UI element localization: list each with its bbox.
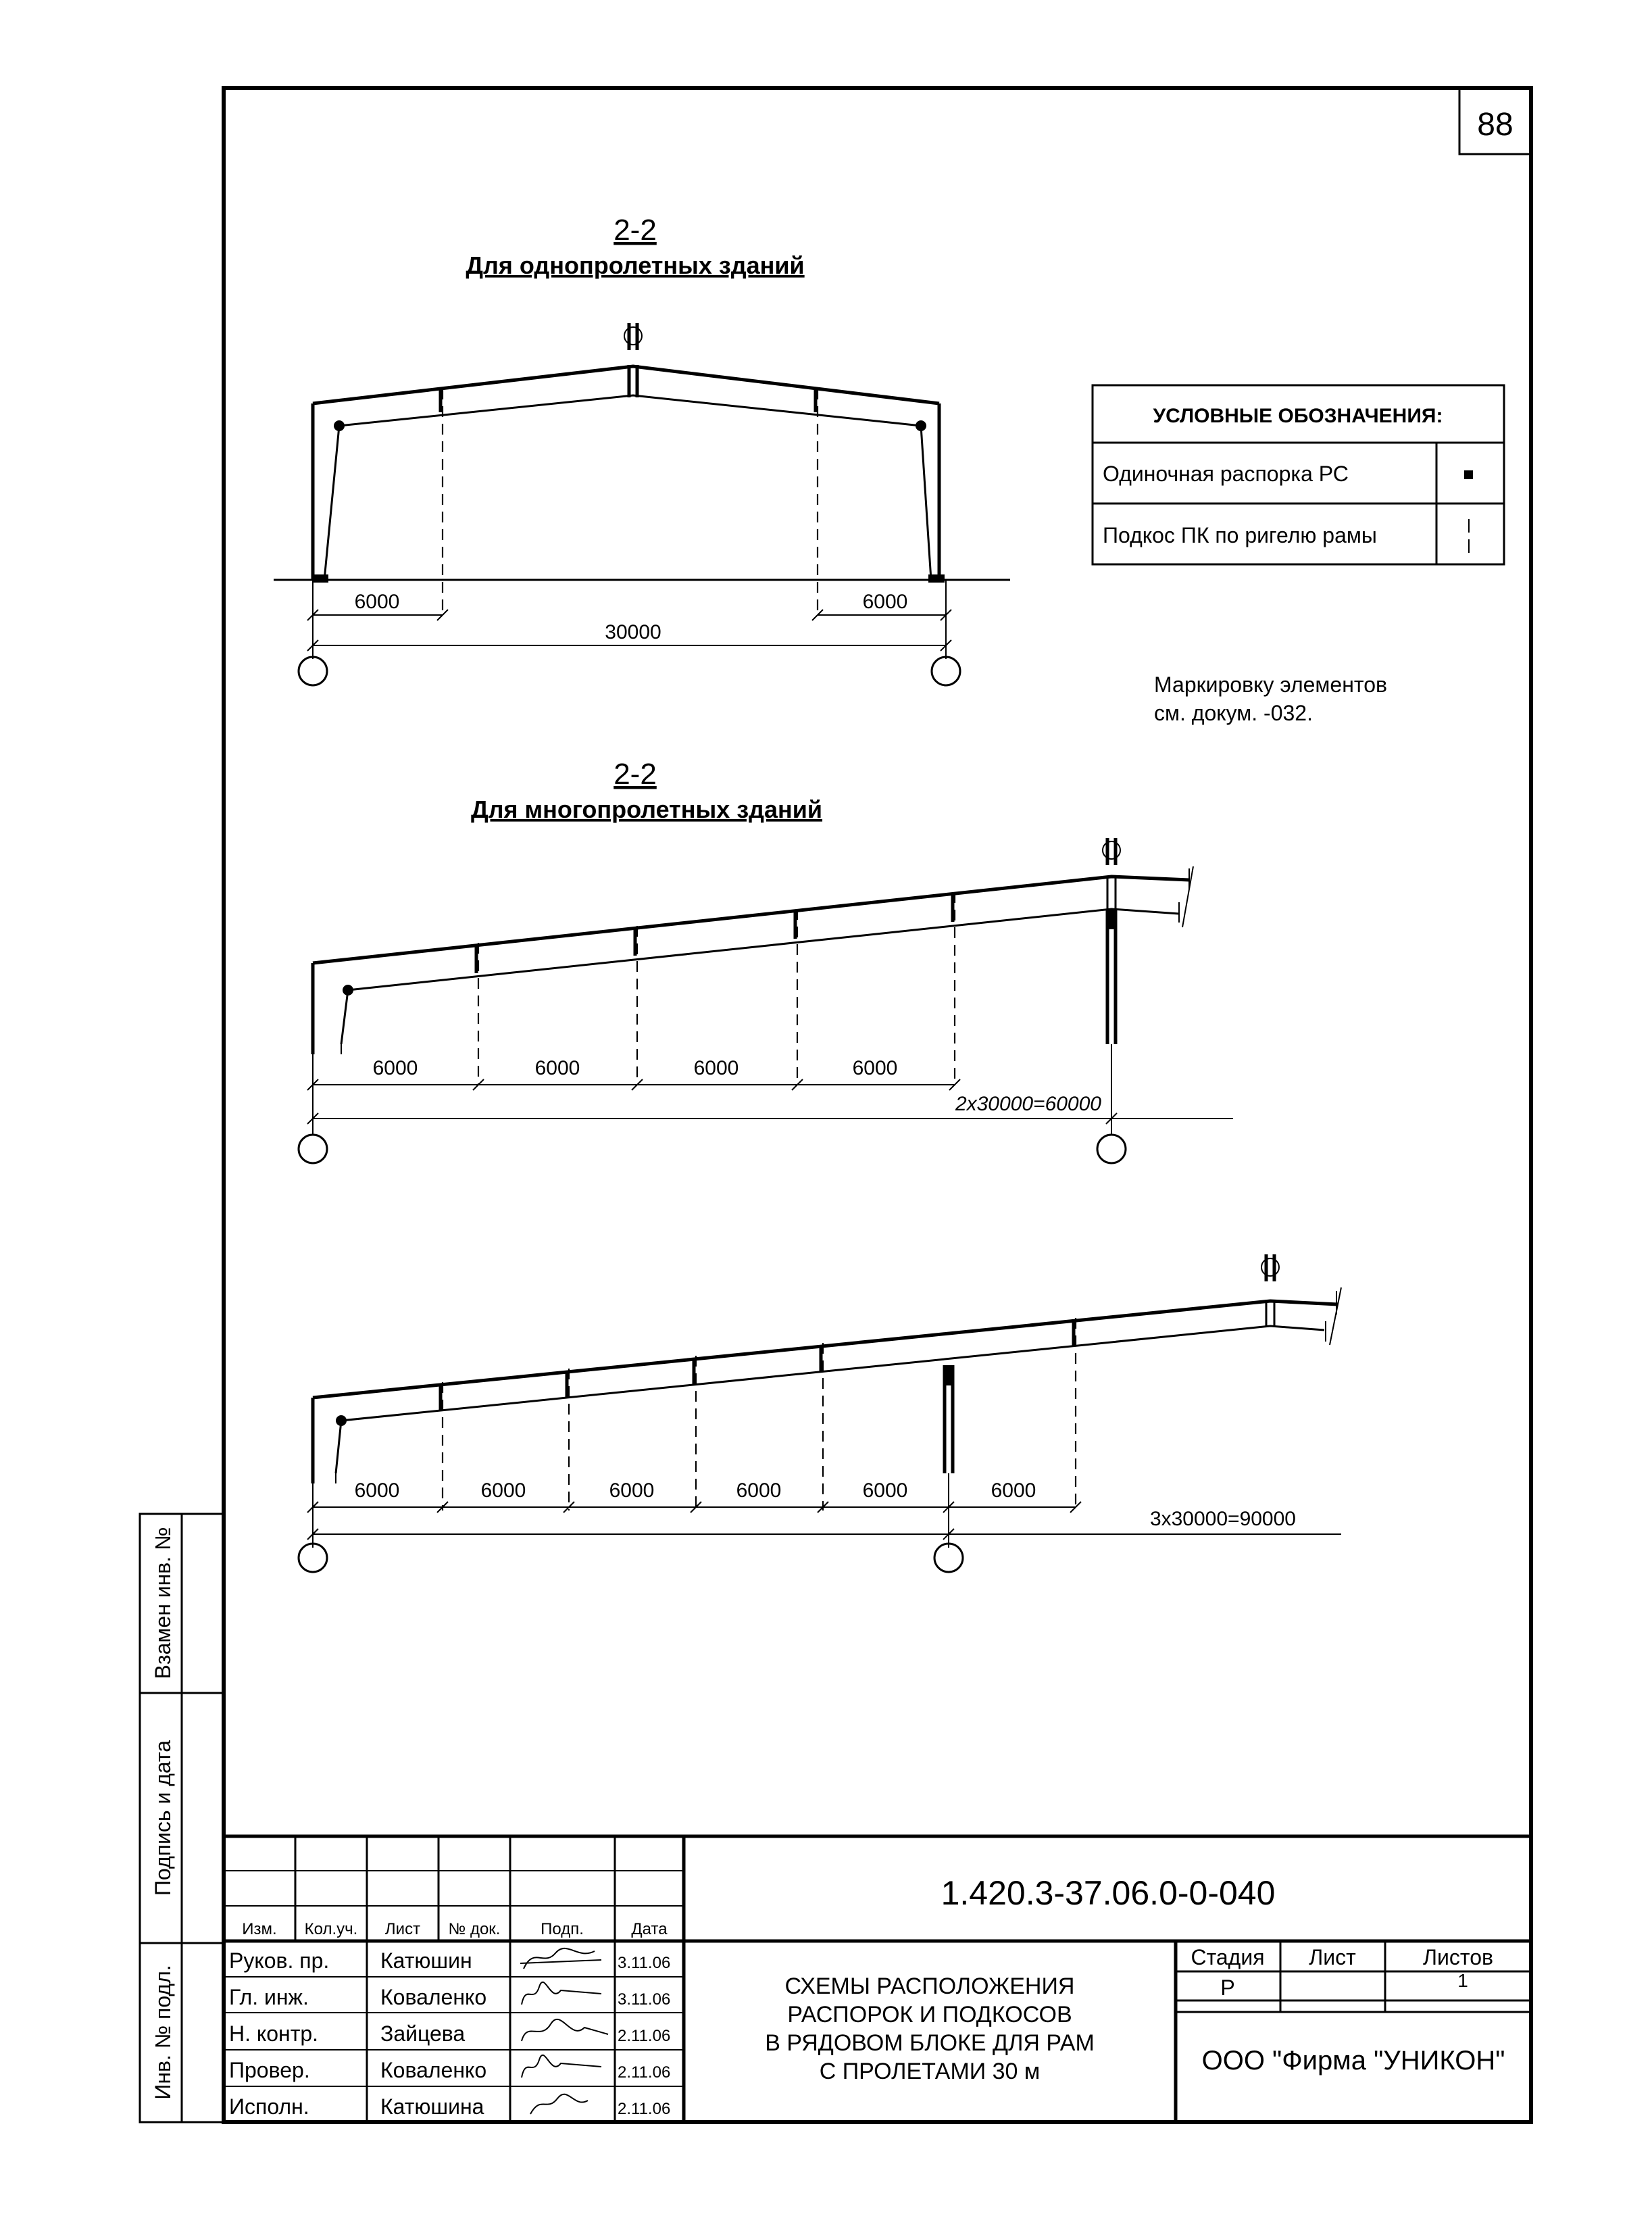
dim-label-overall: 30000 xyxy=(605,621,661,643)
note-line-2: см. докум. -032. xyxy=(1154,701,1313,725)
section-single-cut-label: 2-2 xyxy=(614,214,657,247)
axis-bubble xyxy=(934,1544,963,1572)
drawing-title-line: СХЕМЫ РАСПОЛОЖЕНИЯ xyxy=(784,1973,1075,1999)
axis-bubble xyxy=(299,1544,327,1572)
document-code: 1.420.3-37.06.0-0-040 xyxy=(941,1874,1276,1912)
tb-date: 2.11.06 xyxy=(618,2027,671,2045)
signature-scribble xyxy=(522,2055,601,2078)
dim-label: 6000 xyxy=(534,1057,580,1079)
tb-role: Исполн. xyxy=(229,2094,309,2119)
signature-scribble xyxy=(522,1982,601,2005)
tb-name: Катюшина xyxy=(380,2094,484,2119)
signature-date-label: Подпись и дата xyxy=(151,1740,175,1896)
tb-date: 3.11.06 xyxy=(618,1990,671,2009)
tb-role: Руков. пр. xyxy=(229,1948,330,1973)
dim-label: 6000 xyxy=(852,1057,898,1079)
legend-item-label: Подкос ПК по ригелю рамы xyxy=(1103,523,1377,547)
signature-scribble xyxy=(530,2094,588,2114)
dim-label: 6000 xyxy=(480,1479,526,1502)
tb-header: Изм. xyxy=(242,1920,277,1938)
tb-name: Катюшин xyxy=(380,1948,472,1973)
sheet-label: Лист xyxy=(1309,1945,1356,1969)
sheet-frame xyxy=(224,88,1531,2122)
strut-symbol-icon xyxy=(343,985,353,996)
dim-label: 6000 xyxy=(372,1057,418,1079)
axis-bubble xyxy=(299,1135,327,1163)
strut-symbol-icon xyxy=(336,1415,347,1426)
drawing-title-line: РАСПОРОК И ПОДКОСОВ xyxy=(787,2002,1072,2028)
replaced-inventory-label: Взамен инв. № xyxy=(151,1527,175,1679)
section-three-spans xyxy=(299,1254,1341,1572)
dim-label: 6000 xyxy=(862,1479,908,1502)
axis-marker-icon xyxy=(1103,838,1120,865)
strut-symbol-icon xyxy=(916,420,926,431)
tb-header: Дата xyxy=(631,1920,668,1938)
axis-marker-icon xyxy=(624,323,642,350)
title-block xyxy=(224,1836,1531,2122)
tb-name: Зайцева xyxy=(380,2021,466,2046)
dim-label: 6000 xyxy=(609,1479,655,1502)
legend-title: УСЛОВНЫЕ ОБОЗНАЧЕНИЯ: xyxy=(1153,405,1443,427)
stage-label: Стадия xyxy=(1191,1945,1265,1969)
axis-bubble xyxy=(932,657,960,685)
axis-marker-icon xyxy=(1261,1254,1279,1281)
drawing-title-line: С ПРОЛЕТАМИ 30 м xyxy=(819,2059,1041,2084)
tb-name: Коваленко xyxy=(380,2058,487,2082)
dim-label: 6000 xyxy=(354,591,400,613)
drawing-title-line: В РЯДОВОМ БЛОКЕ ДЛЯ РАМ xyxy=(765,2030,1095,2056)
tb-date: 2.11.06 xyxy=(618,2063,671,2082)
dim-label: 6000 xyxy=(693,1057,739,1079)
dim-label: 6000 xyxy=(991,1479,1036,1502)
sheets-value: 1 xyxy=(1457,1970,1468,1991)
signature-scribble xyxy=(522,2019,608,2041)
tb-header: Лист xyxy=(384,1920,421,1938)
section-single-heading: Для однопролетных зданий xyxy=(466,251,805,279)
legend-item-label: Одиночная распорка РС xyxy=(1103,462,1349,486)
note-line-1: Маркировку элементов xyxy=(1154,672,1387,697)
side-stamp xyxy=(140,1514,224,2122)
legend-table xyxy=(1093,385,1504,564)
tb-header: Подп. xyxy=(541,1920,584,1938)
dim-label-overall: 2x30000=60000 xyxy=(955,1093,1101,1115)
company-name: ООО "Фирма "УНИКОН" xyxy=(1201,2046,1505,2076)
dim-label: 6000 xyxy=(354,1479,400,1502)
dim-label: 6000 xyxy=(736,1479,782,1502)
sheets-label: Листов xyxy=(1423,1945,1493,1969)
square-dot-icon xyxy=(1464,470,1473,479)
dim-label: 6000 xyxy=(862,591,908,613)
inventory-label: Инв. № подл. xyxy=(151,1965,175,2100)
section-single-span xyxy=(274,214,1010,685)
marking-note xyxy=(1154,672,1387,725)
page-number: 88 xyxy=(1477,107,1513,143)
tb-header: Кол.уч. xyxy=(304,1920,358,1938)
section-two-spans xyxy=(299,758,1233,1163)
axis-bubble xyxy=(1097,1135,1126,1163)
axis-bubble xyxy=(299,657,327,685)
section-multi-cut-label: 2-2 xyxy=(614,758,657,791)
tb-date: 2.11.06 xyxy=(618,2100,671,2118)
tb-role: Провер. xyxy=(229,2058,310,2082)
stage-value: Р xyxy=(1220,1975,1235,2000)
tb-header: № док. xyxy=(448,1920,501,1938)
page-number-box xyxy=(1459,88,1531,154)
tb-role: Н. контр. xyxy=(229,2021,319,2046)
tb-date: 3.11.06 xyxy=(618,1954,671,1972)
section-multi-heading: Для многопролетных зданий xyxy=(470,795,823,823)
tb-role: Гл. инж. xyxy=(229,1985,309,2009)
dim-label-overall: 3x30000=90000 xyxy=(1149,1508,1296,1530)
signature-scribble xyxy=(520,1948,601,1969)
strut-symbol-icon xyxy=(334,420,345,431)
tb-name: Коваленко xyxy=(380,1985,487,2009)
